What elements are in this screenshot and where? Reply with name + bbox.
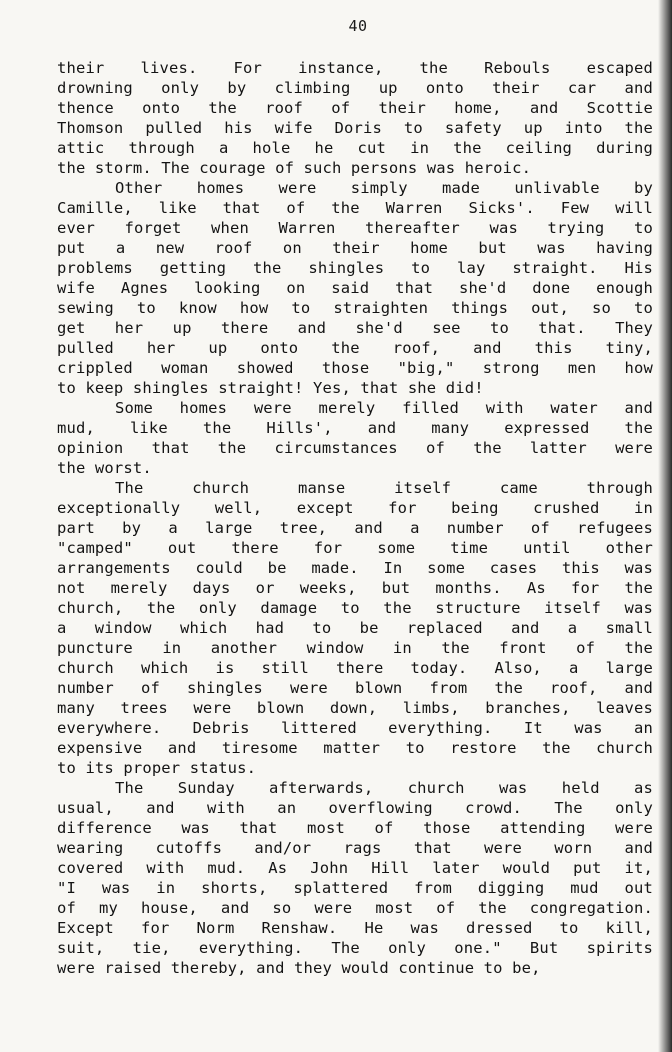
text-line: opinion that the circumstances of the latter were — [57, 439, 653, 457]
text-line: number of shingles were blown from the roof, and — [57, 679, 653, 697]
page-number: 40 — [348, 17, 368, 35]
text-line: sewing to know how to straighten things out, so to — [57, 299, 653, 317]
text-line: mud, like the Hills', and many expressed the — [57, 419, 653, 437]
text-line: church, the only damage to the structure itself was — [57, 599, 653, 617]
text-line: crippled woman showed those "big," strong men how — [57, 359, 653, 377]
text-line: puncture in another window in the front of the — [57, 639, 653, 657]
text-line: The Sunday afterwards, church was held as — [115, 779, 653, 797]
text-line: covered with mud. As John Hill later would put it, — [57, 859, 653, 877]
text-line: usual, and with an overflowing crowd. The only — [57, 799, 653, 817]
text-line: church which is still there today. Also, a large — [57, 659, 653, 677]
text-line: "camped" out there for some time until other — [57, 539, 653, 557]
text-line: arrangements could be made. In some cases this was — [57, 559, 653, 577]
text-line: Except for Norm Renshaw. He was dressed to kill, — [57, 919, 653, 937]
text-line: difference was that most of those attending were — [57, 819, 653, 837]
text-line: of my house, and so were most of the congregation. — [57, 899, 653, 917]
text-line: put a new roof on their home but was having — [57, 239, 653, 257]
text-line: The church manse itself came through — [115, 479, 653, 497]
text-line: pulled her up onto the roof, and this tiny, — [57, 339, 653, 357]
text-line: the storm. The courage of such persons was heroic. — [57, 159, 532, 177]
text-line: thence onto the roof of their home, and Scottie — [57, 99, 653, 117]
paragraph — [57, 478, 653, 778]
text-line: drowning only by climbing up onto their car and — [57, 79, 653, 97]
paragraph — [57, 58, 653, 178]
text-line: the worst. — [57, 459, 152, 477]
text-line: attic through a hole he cut in the ceiling during — [57, 139, 653, 157]
paragraph — [57, 778, 653, 978]
text-line: Other homes were simply made unlivable by — [115, 179, 653, 197]
text-line: expensive and tiresome matter to restore the church — [57, 739, 653, 757]
text-line: "I was in shorts, splattered from digging mud out — [57, 879, 653, 897]
text-line: their lives. For instance, the Rebouls escaped — [57, 59, 653, 77]
body-text — [57, 58, 653, 978]
text-line: part by a large tree, and a number of refugees — [57, 519, 653, 537]
text-line: many trees were blown down, limbs, branches, leaves — [57, 699, 653, 717]
text-line: to keep shingles straight! Yes, that she did! — [57, 379, 484, 397]
text-line: suit, tie, everything. The only one." But spirits — [57, 939, 653, 957]
text-line: Some homes were merely filled with water and — [115, 399, 653, 417]
page-edge-shadow — [658, 0, 672, 1052]
text-line: wearing cutoffs and/or rags that were worn and — [57, 839, 653, 857]
text-line: get her up there and she'd see to that. They — [57, 319, 653, 337]
text-line: not merely days or weeks, but months. As for the — [57, 579, 653, 597]
paragraph — [57, 178, 653, 398]
text-line: to its proper status. — [57, 759, 257, 777]
text-line: a window which had to be replaced and a small — [57, 619, 653, 637]
text-line: Thomson pulled his wife Doris to safety up into the — [57, 119, 653, 137]
text-line: Camille, like that of the Warren Sicks'. Few will — [57, 199, 653, 217]
text-line: problems getting the shingles to lay straight. His — [57, 259, 653, 277]
text-line: were raised thereby, and they would continue to be, — [57, 959, 541, 977]
text-line: exceptionally well, except for being crushed in — [57, 499, 653, 517]
paragraph — [57, 398, 653, 478]
text-line: wife Agnes looking on said that she'd done enough — [57, 279, 653, 297]
text-line: ever forget when Warren thereafter was trying to — [57, 219, 653, 237]
text-line: everywhere. Debris littered everything. It was an — [57, 719, 653, 737]
